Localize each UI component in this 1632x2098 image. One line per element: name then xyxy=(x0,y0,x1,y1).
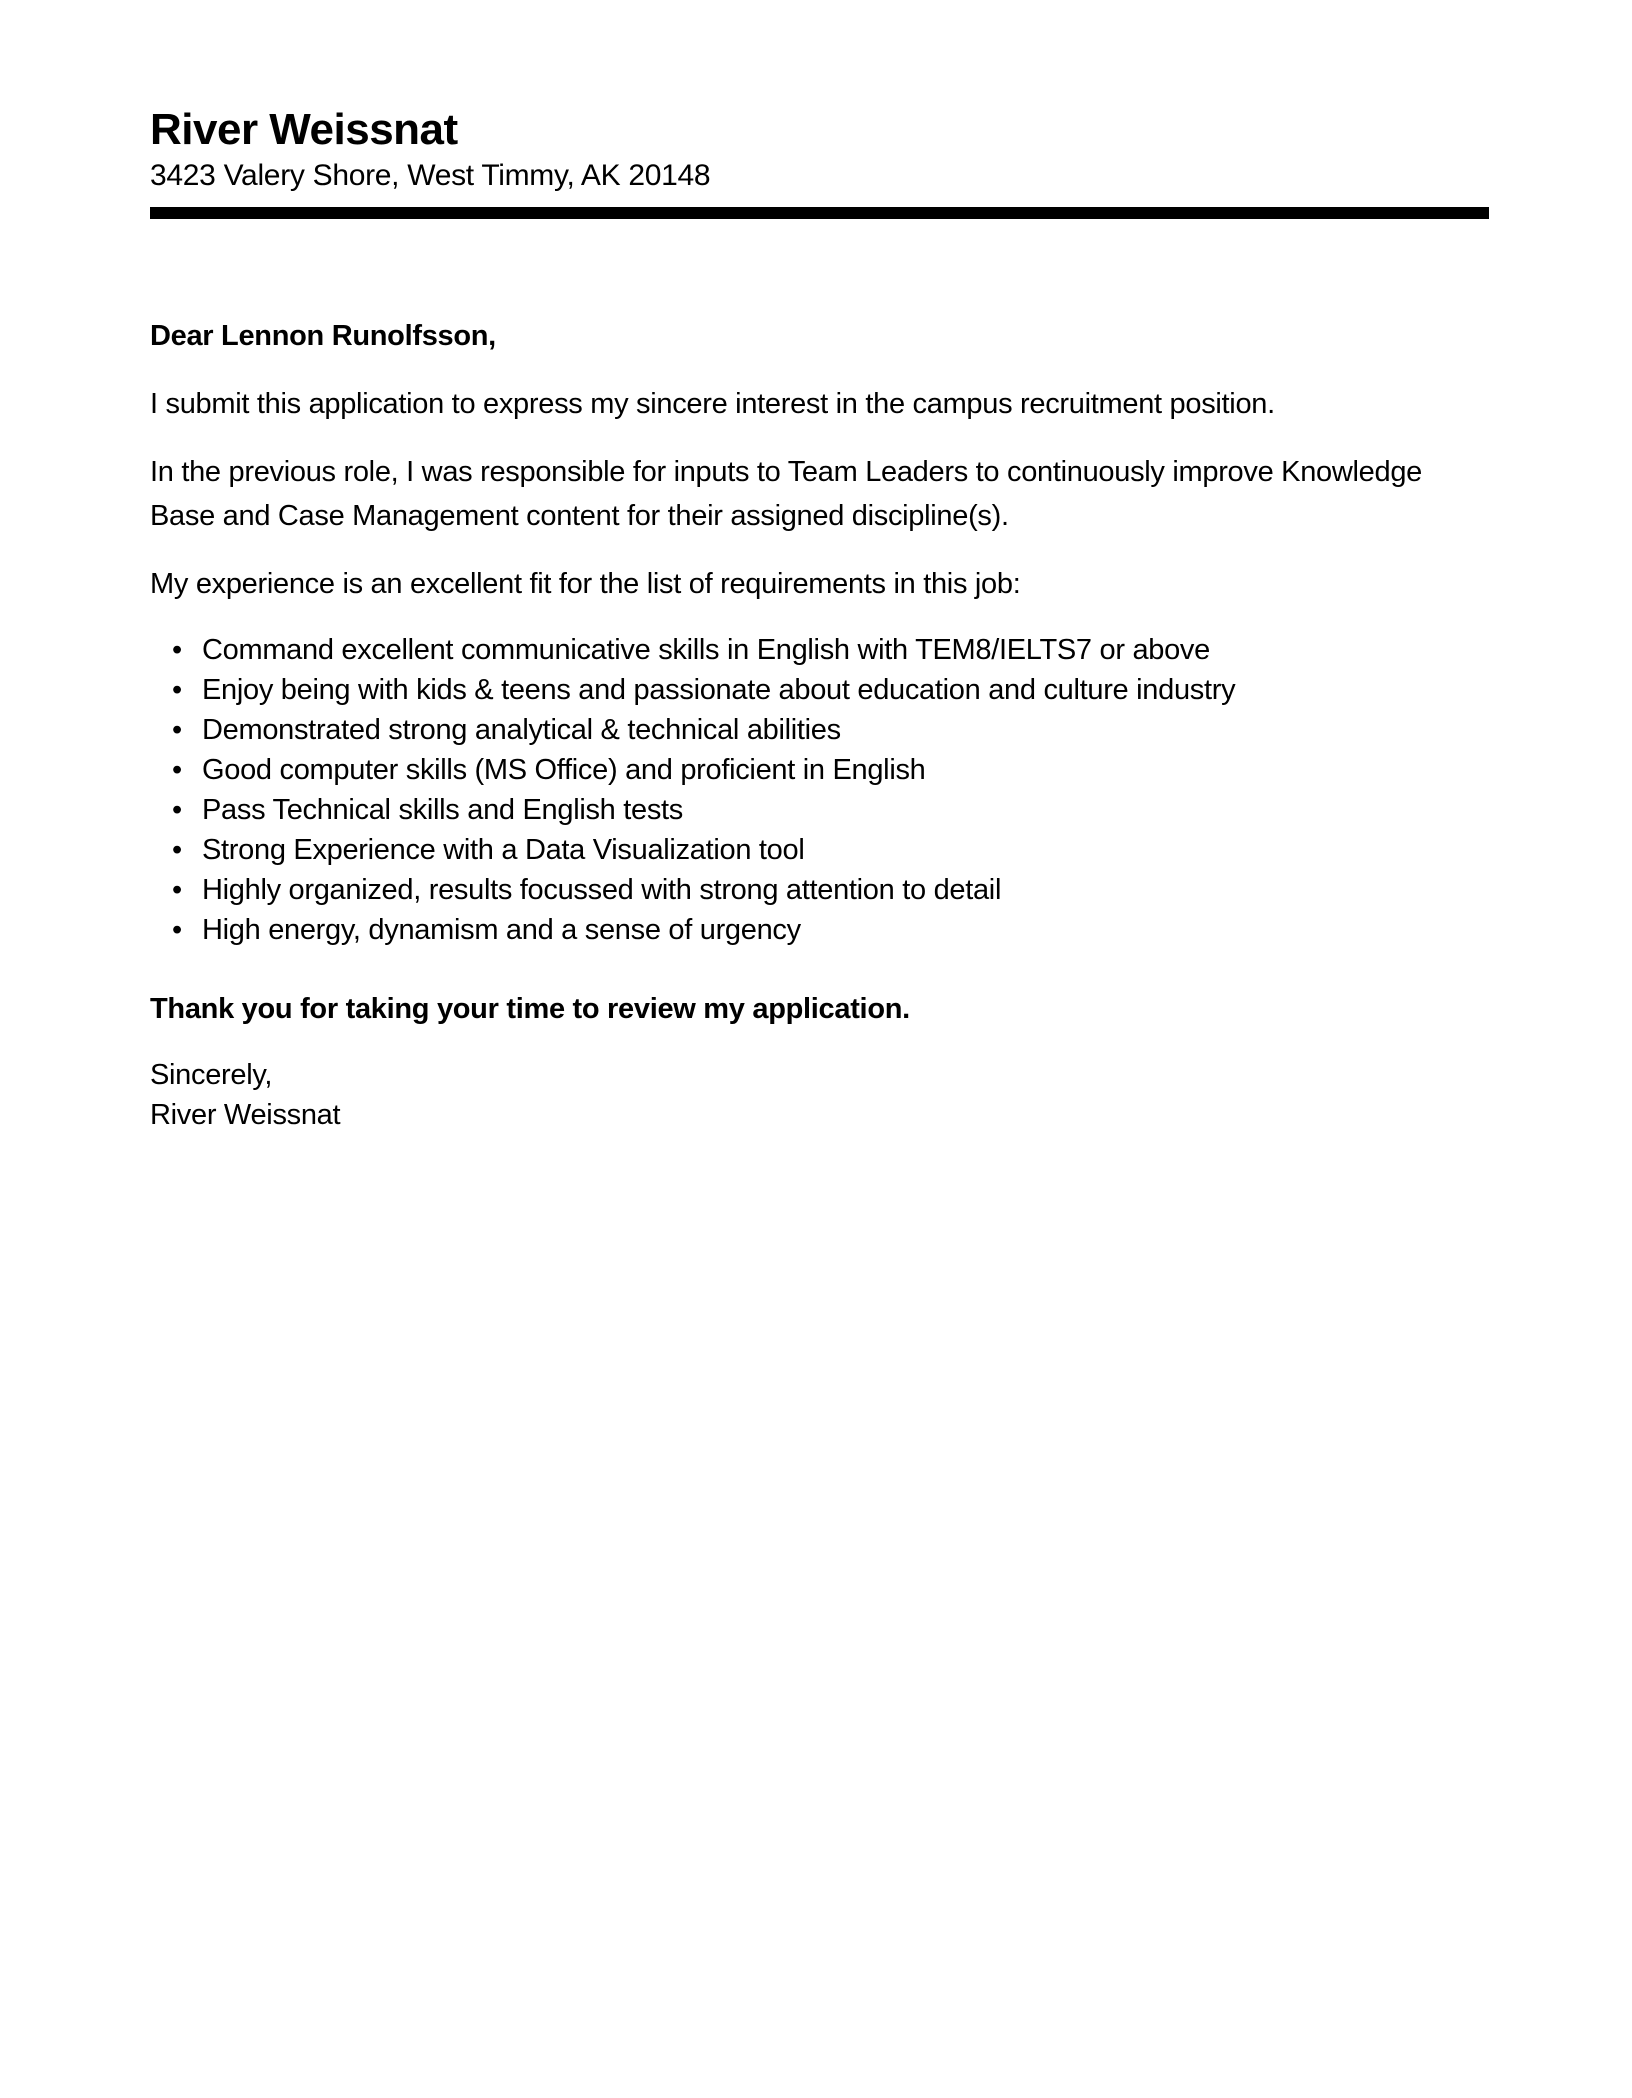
paragraph-experience-fit: My experience is an excellent fit for the list of requirements in this job: xyxy=(150,568,1021,600)
requirement-item: • Highly organized, results focussed with strong attention to detail xyxy=(202,870,1489,910)
sender-address: 3423 Valery Shore, West Timmy, AK 20148 xyxy=(150,159,711,192)
paragraph-previous-role: In the previous role, I was responsible for inputs to Team Leaders to continuously improve Knowledge Base and Case Management content for their assigned discipline(s). xyxy=(150,456,1422,532)
requirement-item: • Demonstrated strong analytical & technical abilities xyxy=(202,710,1489,750)
paragraph-intro: I submit this application to express my sincere interest in the campus recruitment position. xyxy=(150,388,1275,420)
requirement-item: • Pass Technical skills and English tests xyxy=(202,790,1489,830)
signature-block xyxy=(150,1055,1489,1135)
requirement-item: • Good computer skills (MS Office) and proficient in English xyxy=(202,750,1489,790)
requirement-item: • Enjoy being with kids & teens and passionate about education and culture industry xyxy=(202,670,1489,710)
sender-name: River Weissnat xyxy=(150,105,458,154)
letter-body xyxy=(150,314,1489,1135)
header-divider-rule xyxy=(150,207,1489,219)
letter-header xyxy=(150,104,1489,219)
requirement-item: • Strong Experience with a Data Visualization tool xyxy=(202,830,1489,870)
requirement-item: • High energy, dynamism and a sense of urgency xyxy=(202,910,1489,950)
signature-name: River Weissnat xyxy=(150,1099,341,1131)
signoff: Sincerely, xyxy=(150,1059,273,1091)
requirement-item: • Command excellent communicative skills in English with TEM8/IELTS7 or above xyxy=(202,630,1489,670)
salutation: Dear Lennon Runolfsson, xyxy=(150,320,496,352)
requirements-list xyxy=(150,630,1489,950)
closing-statement: Thank you for taking your time to review my application. xyxy=(150,993,910,1025)
